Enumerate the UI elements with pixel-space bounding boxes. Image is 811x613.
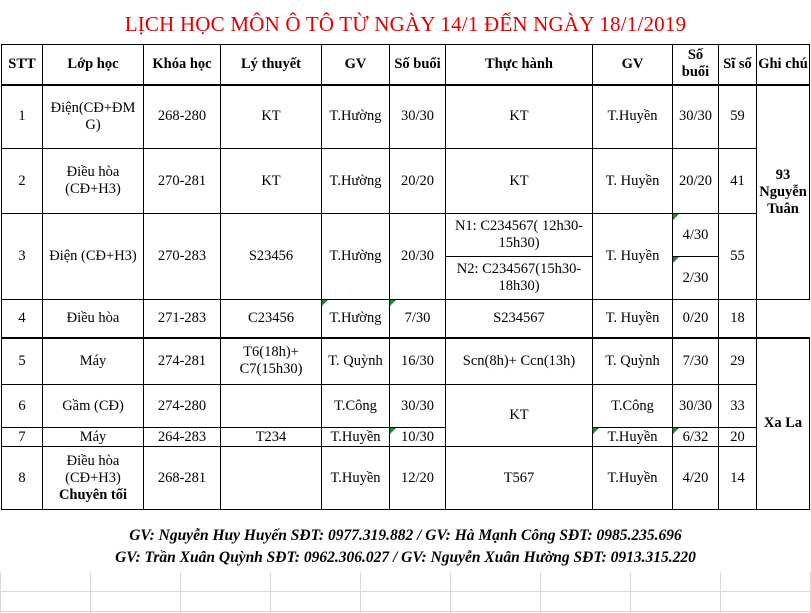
- sheet-gridline: [0, 591, 811, 592]
- note-location-group-2: Xa La: [757, 338, 810, 510]
- cell-so-buoi-thuc-hanh: 0/20: [673, 300, 719, 338]
- note-location-group-1: 93 Nguyễn Tuân: [757, 85, 810, 300]
- cell-thuc-hanh: KT: [446, 85, 593, 149]
- cell-gv-thuc-hanh: T. Huyền: [593, 149, 673, 214]
- footer-contact-line-2: GV: Trần Xuân Quỳnh SĐT: 0962.306.027 / GV: Nguyễn Xuân Hường SĐT: 0913.315.220: [115, 549, 696, 566]
- cell-so-buoi-thuc-hanh: 7/30: [673, 338, 719, 385]
- cell-so-buoi-thuc-hanh: 30/30: [673, 385, 719, 428]
- cell-si-so: 14: [719, 447, 757, 510]
- cell-so-buoi-thuc-hanh: 6/32: [673, 428, 719, 447]
- table-row: [2, 85, 810, 149]
- table-row: [2, 447, 810, 510]
- cell-gv-ly-thuyet: T.Hường: [322, 149, 390, 214]
- table-row: [2, 149, 810, 214]
- cell-thuc-hanh: KT: [446, 149, 593, 214]
- cell-si-so: 55: [719, 214, 757, 300]
- cell-stt: 1: [2, 85, 43, 149]
- cell-thuc-hanh-group-1: N1: C234567( 12h30-15h30): [446, 214, 593, 257]
- cell-ly-thuyet: T234: [221, 428, 322, 447]
- cell-khoa-hoc: 271-283: [144, 300, 221, 338]
- cell-ly-thuyet: KT: [221, 85, 322, 149]
- header-ghi-chu: Ghi chú: [757, 45, 810, 85]
- cell-so-buoi-thuc-hanh: 30/30: [673, 85, 719, 149]
- header-lop-hoc: Lớp học: [43, 45, 144, 85]
- cell-gv-ly-thuyet: T.Công: [322, 385, 390, 428]
- header-stt: STT: [2, 45, 43, 85]
- cell-si-so: 29: [719, 338, 757, 385]
- cell-stt: 7: [2, 428, 43, 447]
- cell-so-buoi-ly-thuyet: 20/30: [390, 214, 446, 300]
- cell-si-so: 18: [719, 300, 757, 338]
- cell-khoa-hoc: 270-283: [144, 214, 221, 300]
- cell-khoa-hoc: 274-281: [144, 338, 221, 385]
- cell-thuc-hanh: Scn(8h)+ Ccn(13h): [446, 338, 593, 385]
- cell-ly-thuyet: [221, 447, 322, 510]
- header-ly-thuyet: Lý thuyết: [221, 45, 322, 85]
- cell-khoa-hoc: 270-281: [144, 149, 221, 214]
- cell-si-so: 59: [719, 85, 757, 149]
- cell-lop-hoc: Điều hòa: [43, 300, 144, 338]
- cell-stt: 5: [2, 338, 43, 385]
- cell-so-buoi-ly-thuyet: 16/30: [390, 338, 446, 385]
- page-title: LỊCH HỌC MÔN Ô TÔ TỪ NGÀY 14/1 ĐẾN NGÀY 18/1/2019: [124, 12, 687, 36]
- schedule-table: [1, 44, 810, 510]
- sheet-gridline: [0, 611, 811, 612]
- cell-ly-thuyet: KT: [221, 149, 322, 214]
- cell-gv-ly-thuyet: T.Huyền: [322, 447, 390, 510]
- cell-so-buoi-ly-thuyet: 12/20: [390, 447, 446, 510]
- cell-ly-thuyet: C23456: [221, 300, 322, 338]
- table-row: [2, 214, 810, 257]
- table-row: [2, 300, 810, 338]
- cell-ly-thuyet: S23456: [221, 214, 322, 300]
- cell-stt: 3: [2, 214, 43, 300]
- cell-stt: 4: [2, 300, 43, 338]
- cell-khoa-hoc: 268-281: [144, 447, 221, 510]
- cell-gv-thuc-hanh: T.Công: [593, 385, 673, 428]
- cell-lop-hoc: Điện(CĐ+ĐM G): [43, 85, 144, 149]
- cell-gv-ly-thuyet: T.Hường: [322, 214, 390, 300]
- cell-gv-thuc-hanh: T. Huyền: [593, 214, 673, 300]
- header-si-so: Sĩ số: [719, 45, 757, 85]
- table-row: [2, 428, 810, 447]
- cell-gv-thuc-hanh: T.Huyền: [593, 428, 673, 447]
- cell-ly-thuyet: T6(18h)+ C7(15h30): [221, 338, 322, 385]
- cell-gv-thuc-hanh: T. Quỳnh: [593, 338, 673, 385]
- cell-so-buoi-thuc-hanh-group-2: 2/30: [673, 257, 719, 300]
- cell-stt: 6: [2, 385, 43, 428]
- cell-lop-hoc: Máy: [43, 428, 144, 447]
- cell-gv-thuc-hanh: T.Huyền: [593, 447, 673, 510]
- cell-thuc-hanh: T567: [446, 447, 593, 510]
- cell-so-buoi-ly-thuyet: 20/20: [390, 149, 446, 214]
- cell-thuc-hanh: KT: [446, 385, 593, 447]
- cell-si-so: 20: [719, 428, 757, 447]
- header-row: [2, 45, 810, 85]
- cell-lop-hoc: Điện (CĐ+H3): [43, 214, 144, 300]
- cell-so-buoi-thuc-hanh: 4/20: [673, 447, 719, 510]
- cell-gv-ly-thuyet: T.Hường: [322, 300, 390, 338]
- cell-stt: 2: [2, 149, 43, 214]
- cell-so-buoi-ly-thuyet: 30/30: [390, 85, 446, 149]
- header-thuc-hanh: Thực hành: [446, 45, 593, 85]
- header-gv-thuc-hanh: GV: [593, 45, 673, 85]
- footer-contact-line-1: GV: Nguyễn Huy Huyến SĐT: 0977.319.882 / GV: Hà Mạnh Công SĐT: 0985.235.696: [129, 527, 682, 544]
- table-row: [2, 338, 810, 385]
- cell-lop-hoc: Điều hòa (CĐ+H3): [43, 149, 144, 214]
- header-gv-ly-thuyet: GV: [322, 45, 390, 85]
- cell-so-buoi-ly-thuyet: 10/30: [390, 428, 446, 447]
- cell-so-buoi-ly-thuyet: 7/30: [390, 300, 446, 338]
- cell-si-so: 41: [719, 149, 757, 214]
- cell-lop-hoc-name: Điều hòa (CĐ+H3): [65, 452, 121, 486]
- header-so-buoi-ly-thuyet: Số buổi: [390, 45, 446, 85]
- sheet-gridlines: [0, 572, 811, 613]
- cell-lop-hoc: [43, 447, 144, 510]
- header-so-buoi-thuc-hanh: Số buổi: [673, 45, 719, 85]
- cell-gv-ly-thuyet: T.Huyền: [322, 428, 390, 447]
- cell-khoa-hoc: 264-283: [144, 428, 221, 447]
- cell-khoa-hoc: 268-280: [144, 85, 221, 149]
- table-row: [2, 385, 810, 428]
- cell-lop-hoc-evening: Chuyên tối: [58, 486, 128, 503]
- cell-lop-hoc: Máy: [43, 338, 144, 385]
- cell-so-buoi-ly-thuyet: 30/30: [390, 385, 446, 428]
- cell-ly-thuyet: [221, 385, 322, 428]
- cell-gv-thuc-hanh: T. Huyền: [593, 300, 673, 338]
- cell-gv-ly-thuyet: T.Hường: [322, 85, 390, 149]
- cell-stt: 8: [2, 447, 43, 510]
- cell-lop-hoc: Gầm (CĐ): [43, 385, 144, 428]
- cell-gv-thuc-hanh: T.Huyền: [593, 85, 673, 149]
- cell-thuc-hanh-group-2: N2: C234567(15h30-18h30): [446, 257, 593, 300]
- cell-so-buoi-thuc-hanh-group-1: 4/30: [673, 214, 719, 257]
- cell-khoa-hoc: 274-280: [144, 385, 221, 428]
- cell-si-so: 33: [719, 385, 757, 428]
- cell-thuc-hanh: S234567: [446, 300, 593, 338]
- header-khoa-hoc: Khóa học: [144, 45, 221, 85]
- cell-gv-ly-thuyet: T. Quỳnh: [322, 338, 390, 385]
- cell-so-buoi-thuc-hanh: 20/20: [673, 149, 719, 214]
